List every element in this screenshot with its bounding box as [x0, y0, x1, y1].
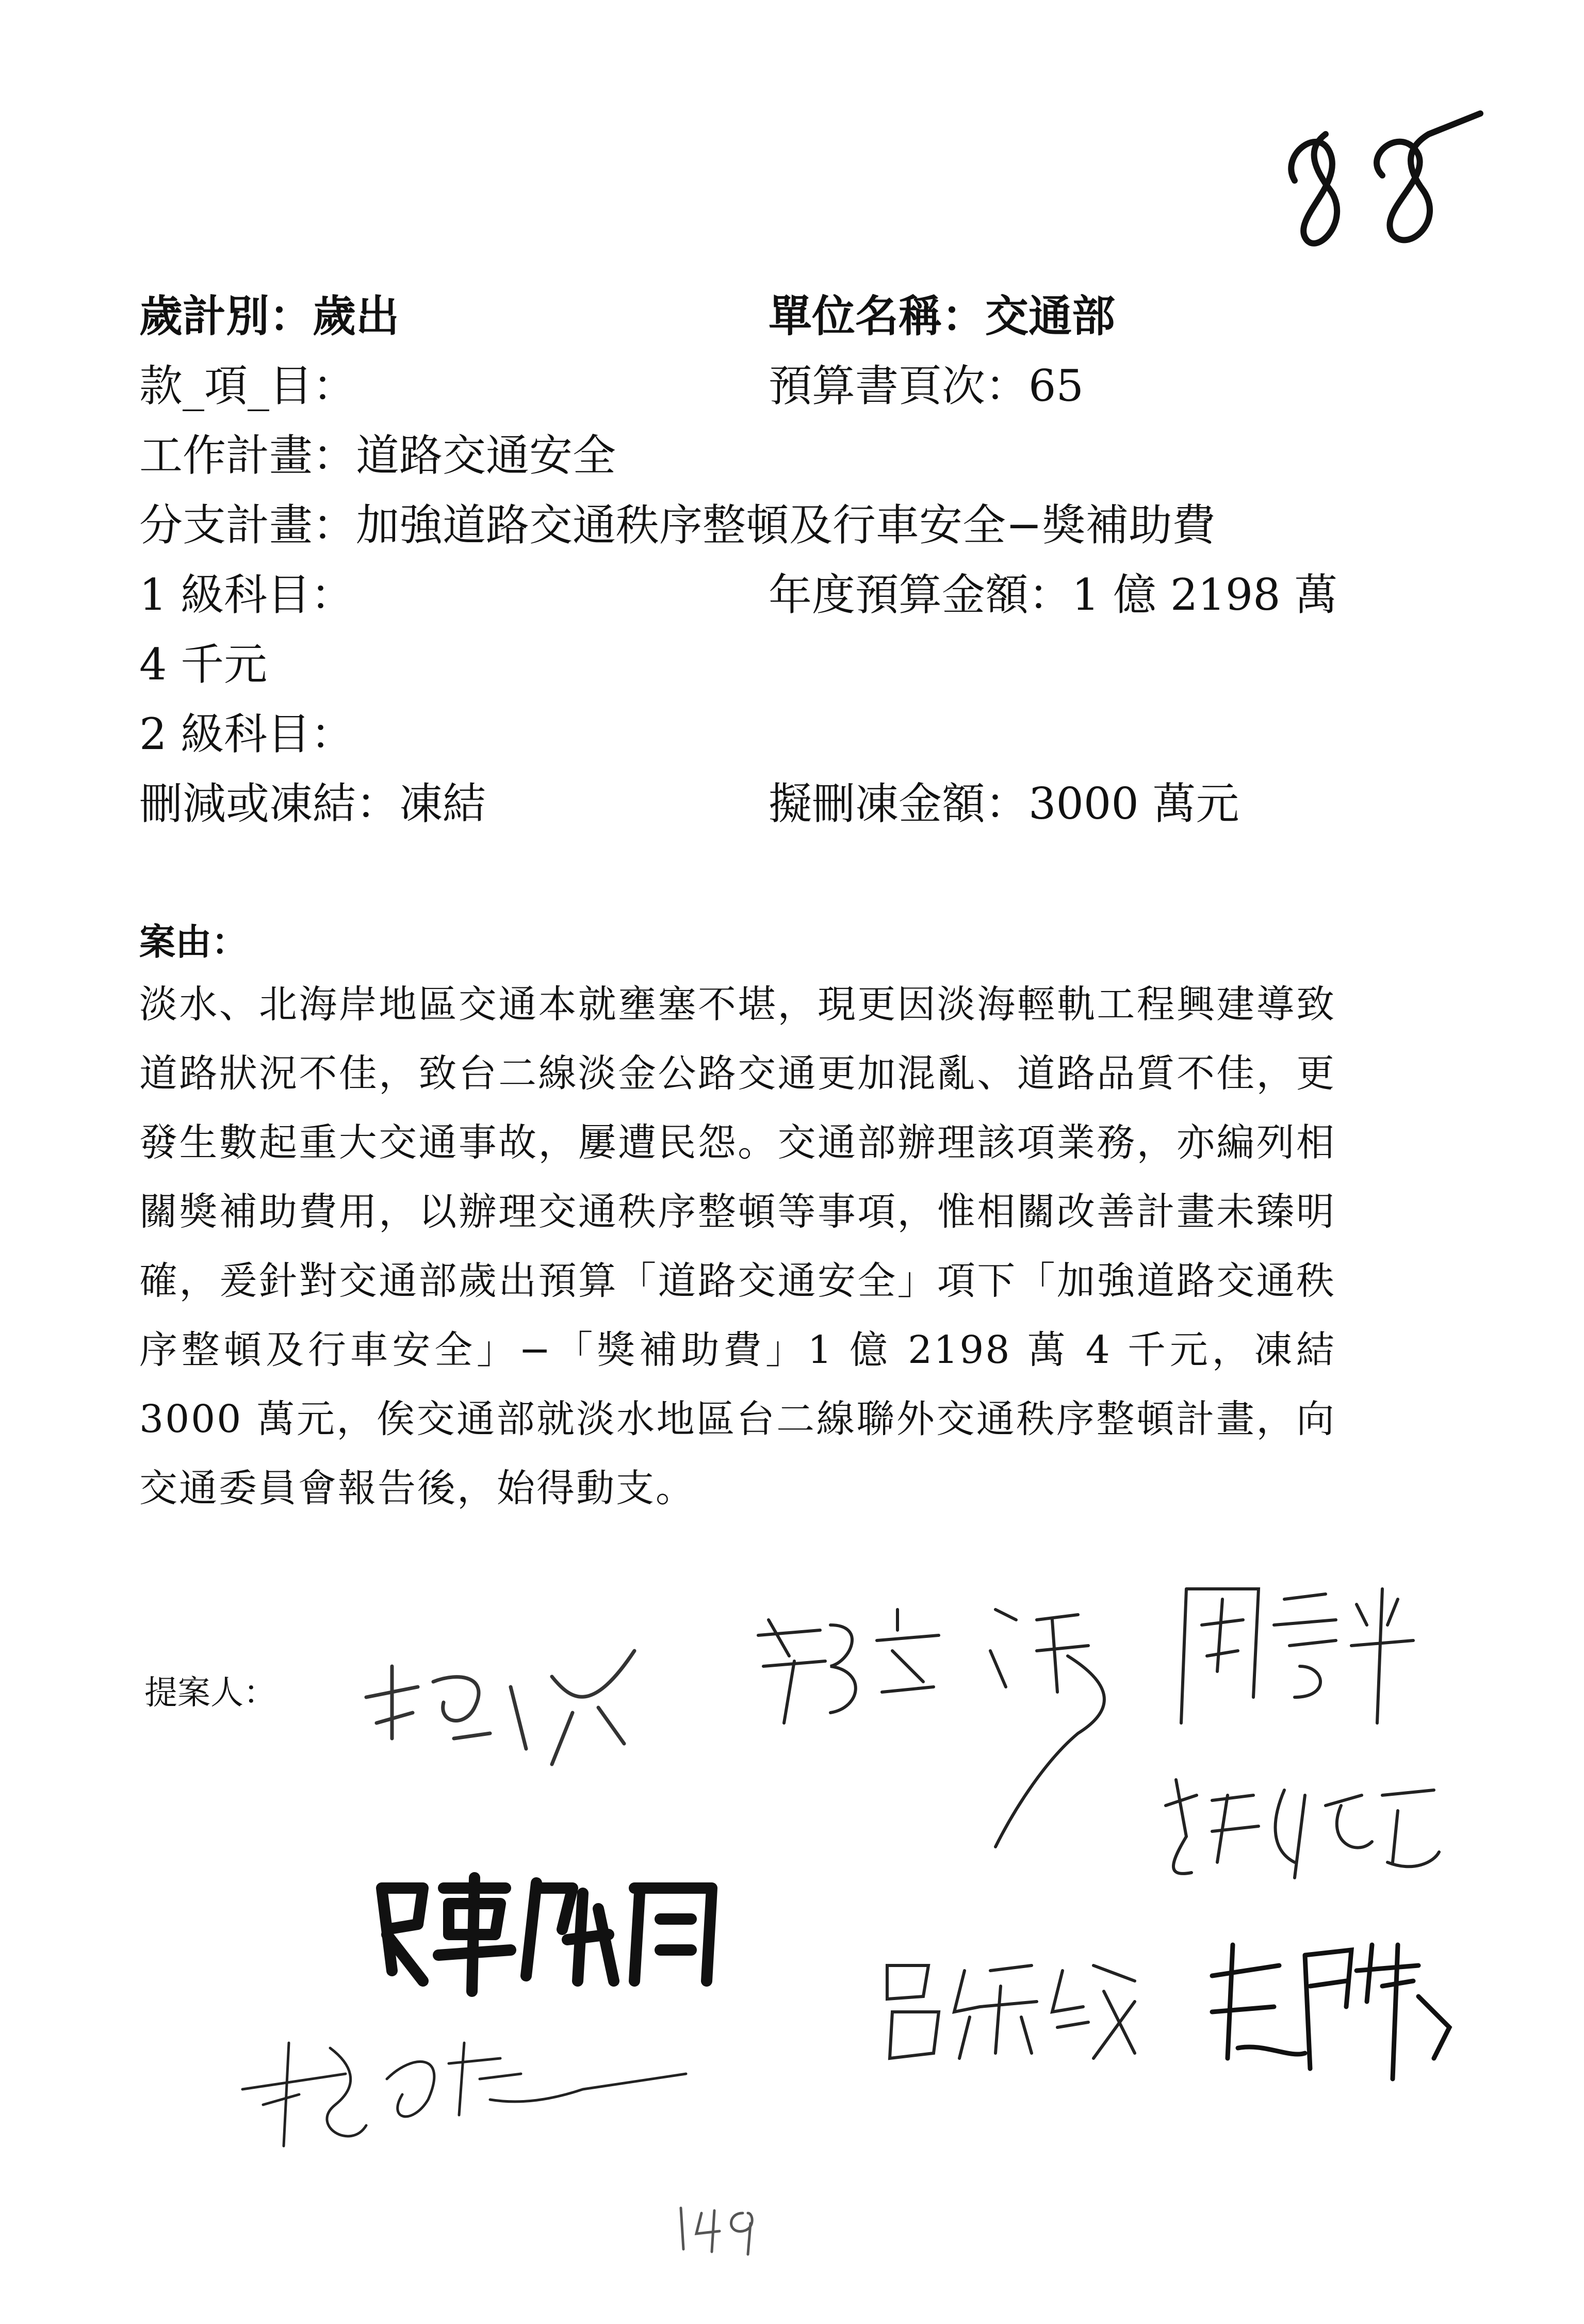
- signature-8: [232, 2002, 696, 2156]
- sub-plan: 分支計畫：加強道路交通秩序整頓及行車安全−獎補助費: [139, 500, 1216, 550]
- signature-6: [877, 1950, 1145, 2069]
- reason-heading: 案由：: [139, 920, 248, 963]
- proposed-freeze-amount: 擬刪凍金額：3000 萬元: [769, 778, 1239, 829]
- annual-budget-amount: 年度預算金額：1 億 2198 萬: [769, 570, 1338, 620]
- signature-5: [371, 1867, 732, 2002]
- reason-body: 淡水、北海岸地區交通本就壅塞不堪，現更因淡海輕軌工程興建導致道路狀況不佳，致台二線淡金公路交通更加混亂、道路品質不佳，更發生數起重大交通事故，屢遭民怨。交通部辦理該項業務，亦編列相關獎補助費用，以辦理交通秩序整頓等事項，惟相關改善計畫未臻明確，爰針對交通部歲出預算「道路交通安全」項下「加強道路交通秩序整頓及行車安全」−「獎補助費」1 億 2198 萬 4 千元，凍結 3000 萬元，俟交通部就淡水地區台二線聯外交通秩序整頓計畫，向交通委員會報告後，始得動支。: [139, 982, 1336, 1510]
- cut-or-freeze: 刪減或凍結：凍結: [139, 778, 486, 829]
- signature-3: [1171, 1568, 1418, 1738]
- section-item: 款_項_目：: [139, 361, 356, 411]
- handwritten-footer-number: [671, 2192, 774, 2260]
- signature-4: [1155, 1759, 1444, 1893]
- annual-budget-amount-continued: 4 千元: [139, 639, 268, 690]
- signature-7: [1202, 1924, 1470, 2089]
- proposer-label: 提案人：: [144, 1674, 276, 1712]
- budget-type: 歲計別：歲出: [139, 290, 400, 342]
- handwritten-page-number: [1274, 93, 1491, 248]
- signature-1: [356, 1620, 645, 1785]
- level1-subject: 1 級科目：: [139, 570, 354, 620]
- budget-book-page: 預算書頁次：65: [769, 361, 1084, 411]
- unit-name: 單位名稱：交通部: [769, 290, 1116, 342]
- signature-2: [748, 1589, 1130, 1857]
- work-plan: 工作計畫：道路交通安全: [139, 430, 616, 481]
- level2-subject: 2 級科目：: [139, 709, 354, 759]
